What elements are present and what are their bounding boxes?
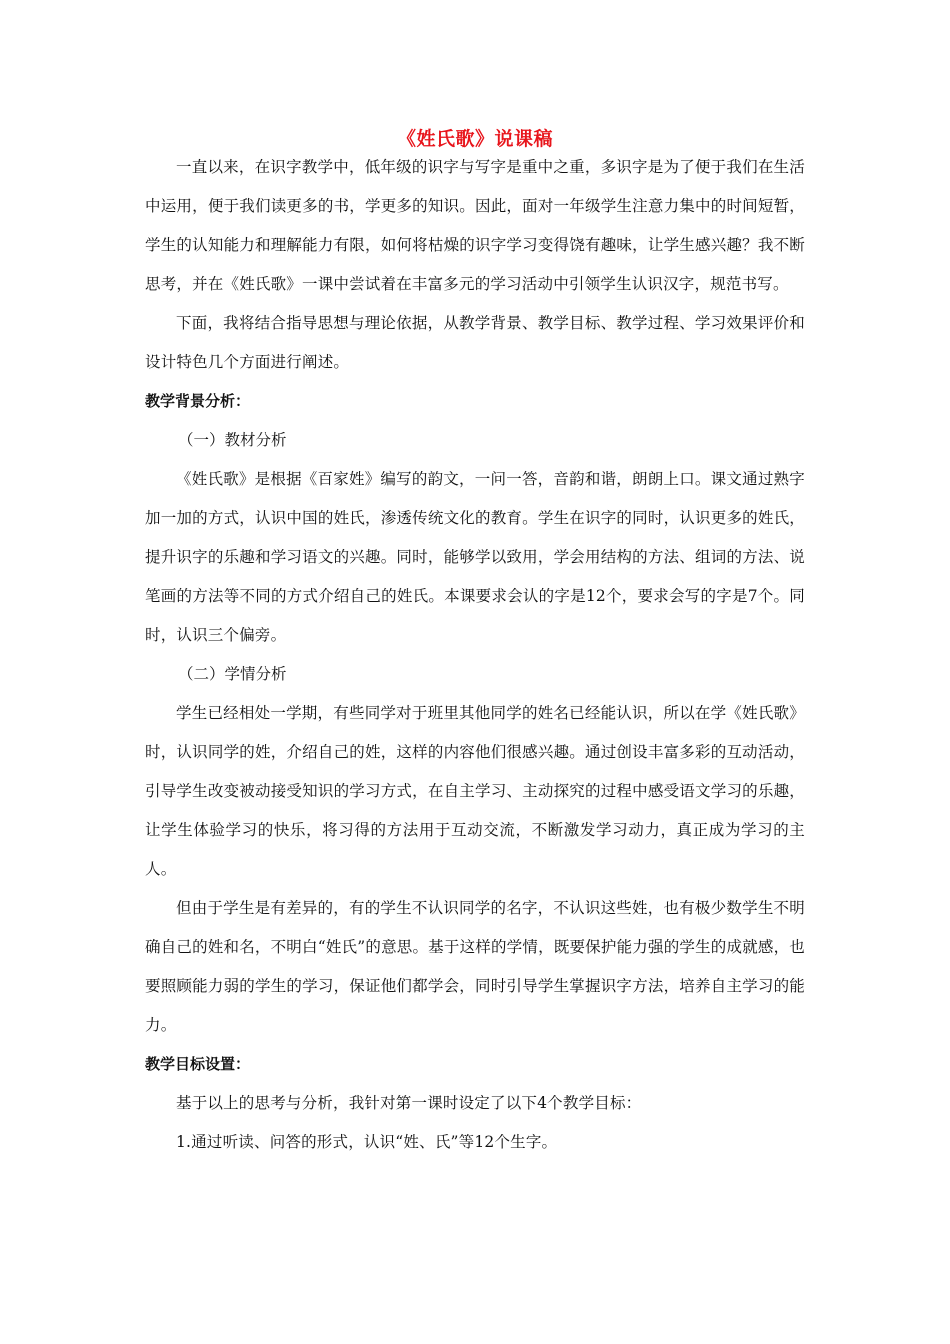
textbook-analysis-paragraph: 《姓氏歌》是根据《百家姓》编写的韵文，一问一答，音韵和谐，朗朗上口。课文通过熟字加一加的方式，认识中国的姓氏，渗透传统文化的教育。学生在识字的同时，认识更多的姓氏，提升识字的乐趣和学习语文的兴趣。同时，能够学以致用，学会用结构的方法、组词的方法、说笔画的方法等不同的方式介绍自己的姓氏。本课要求会认的字是12个，要求会写的字是7个。同时，认识三个偏旁。 bbox=[145, 470, 805, 644]
student-analysis-paragraph-2: 但由于学生是有差异的，有的学生不认识同学的名字，不认识这些姓，也有极少数学生不明确自己的姓和名，不明白“姓氏”的意思。基于这样的学情，既要保护能力强的学生的成就感，也要照顾能力弱的学生的学习，保证他们都学会，同时引导学生掌握识字方法，培养自主学习的能力。 bbox=[145, 899, 805, 1034]
section-heading-background: 教学背景分析： bbox=[145, 392, 251, 410]
goal-item-1: 1.通过听读、问答的形式，认识“姓、氏”等12个生字。 bbox=[176, 1133, 558, 1151]
student-analysis-paragraph-1: 学生已经相处一学期，有些同学对于班里其他同学的姓名已经能认识，所以在学《姓氏歌》时，认识同学的姓，介绍自己的姓，这样的内容他们很感兴趣。通过创设丰富多彩的互动活动，引导学生改变被动接受知识的学习方式，在自主学习、主动探究的过程中感受语文学习的乐趣，让学生体验学习的快乐，将习得的方法用于互动交流，不断激发学习动力，真正成为学习的主人。 bbox=[145, 704, 805, 878]
subsection-label-textbook: （一）教材分析 bbox=[178, 431, 287, 449]
document-body bbox=[145, 148, 805, 1162]
subsection-label-students: （二）学情分析 bbox=[178, 665, 287, 683]
goals-intro-paragraph: 基于以上的思考与分析，我针对第一课时设定了以下4个教学目标： bbox=[176, 1094, 642, 1112]
section-heading-goals: 教学目标设置： bbox=[145, 1055, 251, 1073]
intro-paragraph-2: 下面，我将结合指导思想与理论依据，从教学背景、教学目标、教学过程、学习效果评价和设计特色几个方面进行阐述。 bbox=[145, 314, 805, 371]
intro-paragraph-1: 一直以来，在识字教学中，低年级的识字与写字是重中之重，多识字是为了便于我们在生活中运用，便于我们读更多的书，学更多的知识。因此，面对一年级学生注意力集中的时间短暂，学生的认知能力和理解能力有限，如何将枯燥的识字学习变得饶有趣味，让学生感兴趣？我不断思考，并在《姓氏歌》一课中尝试着在丰富多元的学习活动中引领学生认识汉字，规范书写。 bbox=[145, 158, 805, 293]
document-title: 《姓氏歌》说课稿 bbox=[396, 128, 553, 150]
